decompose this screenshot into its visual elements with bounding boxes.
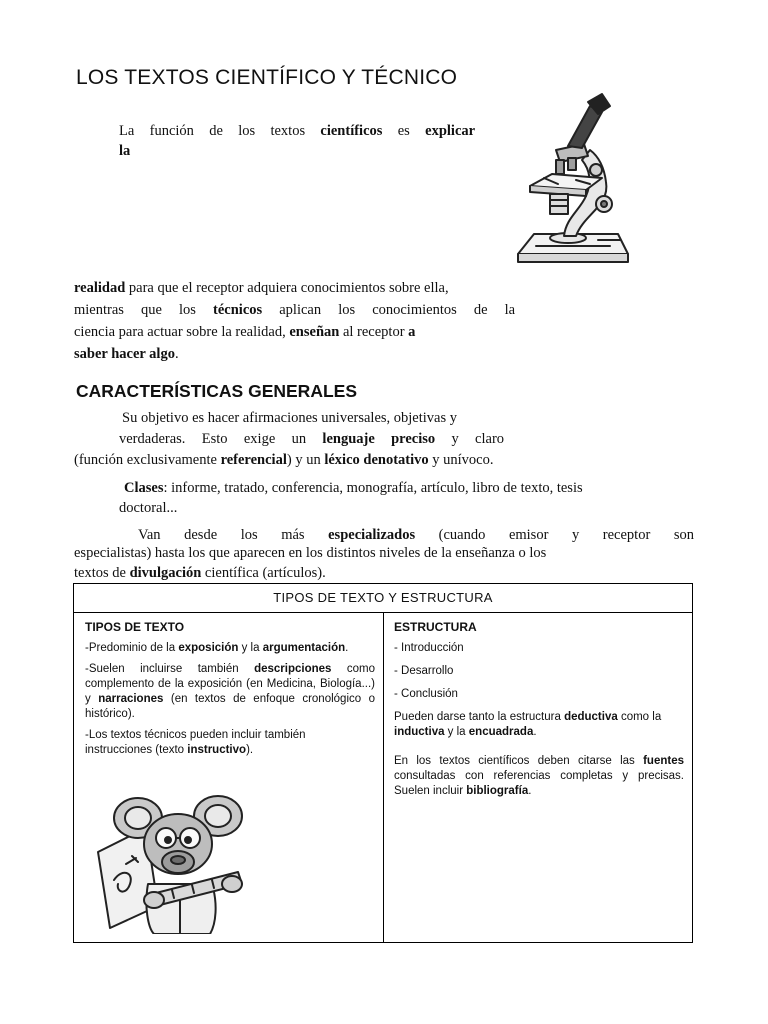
- section-title: CARACTERÍSTICAS GENERALES: [76, 381, 357, 401]
- chars-line-1: Su objetivo es hacer afirmaciones universales, objetivas y: [122, 410, 458, 426]
- column-heading-structure: ESTRUCTURA: [394, 620, 477, 634]
- table-column-types: [85, 620, 375, 764]
- page-title: LOS TEXTOS CIENTÍFICO Y TÉCNICO: [76, 66, 458, 89]
- van-line-2: especialistas) hasta los que aparecen en los distintos niveles de la enseñanza o los: [74, 545, 547, 561]
- van-line-1: Van desde los más especializados (cuando emisor y receptor son: [138, 527, 694, 543]
- structure-item: - Introducción: [394, 642, 464, 654]
- intro-para-line-3: ciencia para actuar sobre la realidad, enseñan al receptor a: [74, 324, 416, 340]
- clases-line-2: doctoral...: [119, 500, 178, 516]
- types-paragraph-1: -Predominio de la exposición y la argumentación.: [85, 642, 349, 654]
- structure-paragraph-2: En los textos científicos deben citarse las fuentes consultadas con referencias completas y precisas. Suelen incluir bibliografía.: [394, 755, 684, 797]
- intro-para-line-1: realidad para que el receptor adquiera conocimientos sobre ella,: [74, 280, 449, 296]
- structure-paragraph-1: Pueden darse tanto la estructura deductiva como la inductiva y la encuadrada.: [394, 711, 662, 738]
- intro-line-1: La función de los textos científicos es explicar: [119, 123, 476, 139]
- chars-line-2: verdaderas. Esto exige un lenguaje preciso y claro: [119, 431, 505, 447]
- van-line-3: textos de divulgación científica (artículos).: [74, 565, 326, 581]
- scientist-mascot-illustration: [92, 788, 254, 934]
- types-paragraph-3: -Los textos técnicos pueden incluir también instrucciones (texto instructivo).: [85, 729, 306, 756]
- clases-line-1: Clases: informe, tratado, conferencia, monografía, artículo, libro de texto, tesis: [124, 480, 583, 496]
- types-paragraph-2: -Suelen incluirse también descripciones como complemento de la exposición (en Medicina, Biología...) y narraciones (en textos de enfoque cronológico o histórico).: [85, 663, 375, 720]
- intro-para-line-2: mientras que los técnicos aplican los conocimientos de la: [74, 302, 516, 318]
- microscope-illustration: [506, 86, 638, 276]
- structure-item: - Conclusión: [394, 688, 458, 700]
- column-heading-types: TIPOS DE TEXTO: [85, 620, 185, 634]
- table-column-divider: [383, 612, 384, 942]
- intro-para-line-4: saber hacer algo.: [74, 346, 179, 362]
- table-header: TIPOS DE TEXTO Y ESTRUCTURA: [74, 584, 692, 613]
- chars-line-3: (función exclusivamente referencial) y un léxico denotativo y unívoco.: [74, 452, 494, 468]
- structure-item: - Desarrollo: [394, 665, 454, 677]
- table-column-structure: [394, 620, 684, 805]
- intro-line-2: la: [119, 143, 131, 159]
